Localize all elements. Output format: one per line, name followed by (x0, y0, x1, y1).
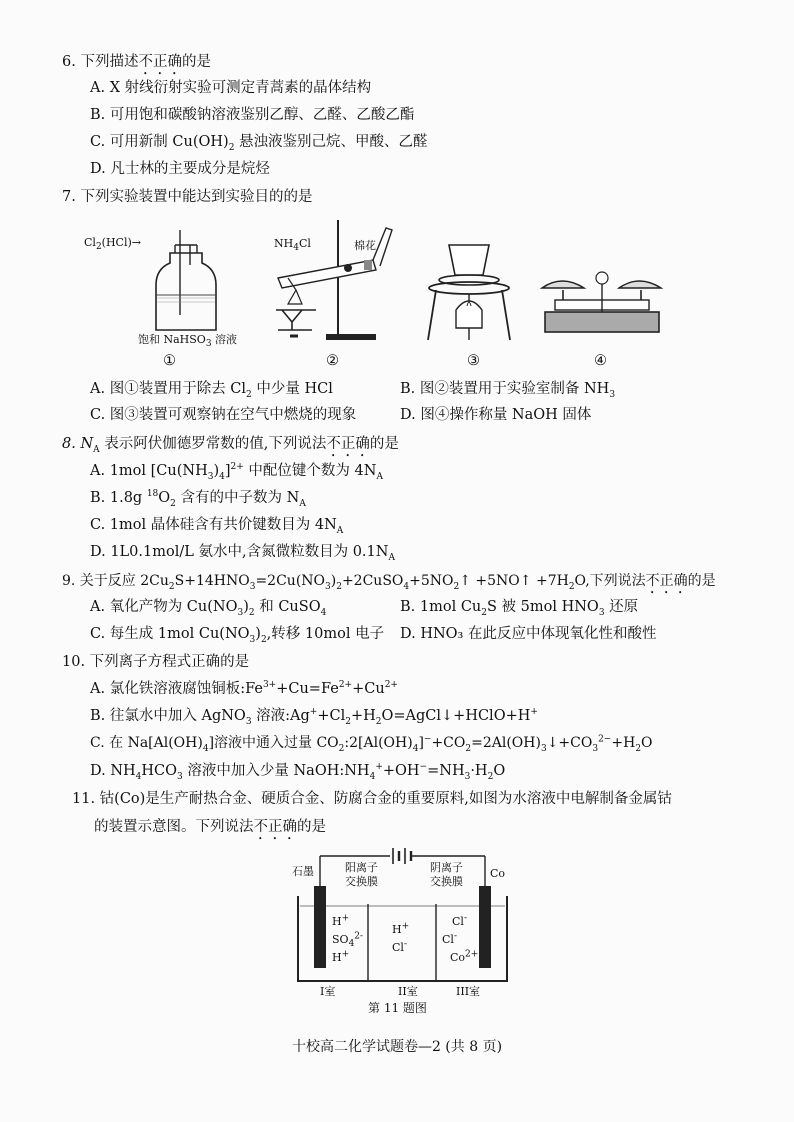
fig4-balance (537, 268, 667, 338)
fig1-gas-label: $Cl_2(HCl)\to$ (84, 236, 141, 253)
q8-option-b: B. 1.8g $^{18}O_2$ 含有的中子数为 $N_A$ (90, 489, 306, 509)
anion-membrane-label-2: 交换膜 (430, 875, 463, 888)
room1-ion-so4: $SO_4^{2-}$ (332, 931, 364, 950)
room3-ion-cl-2: Cl- (442, 931, 457, 946)
q7-option-a: A. 图①装置用于除去 $Cl_2$ 中少量 HCl (90, 381, 333, 400)
q9-option-d: D. HNO₃ 在此反应中体现氧化性和酸性 (400, 626, 657, 642)
fig2-heating-apparatus (268, 218, 398, 343)
q10-option-d: D. $NH_4HCO_3$ 溶液中加入少量 $NaOH:NH_4^++OH^-=NH_3\cdot H_2O$ (90, 762, 506, 782)
anion-membrane-label-1: 阴离子 (430, 861, 463, 874)
electrolysis-cell-figure (290, 846, 515, 991)
q6-option-d: D. 凡士林的主要成分是烷烃 (90, 161, 270, 177)
fig1-solution-label: 饱和 NaHSO$_3$ 溶液 (138, 333, 238, 350)
q9-option-c: C. 每生成 1mol $Cu(NO_3)_2$,转移 10mol 电子 (90, 626, 385, 645)
room1-ion-h-2: H+ (332, 949, 350, 964)
q6-option-a: A. X 射线衍射实验可测定青蒿素的晶体结构 (90, 80, 372, 96)
q6-stem: 6. 下列描述不正确的是 (62, 54, 211, 70)
fig3-number: ③ (467, 353, 480, 369)
q7-stem: 7. 下列实验装置中能达到实验目的的是 (62, 189, 313, 205)
q8-option-d: D. 1L0.1mol/L 氨水中,含氮微粒数目为 $0.1N_A$ (90, 544, 395, 563)
q9-option-a: A. 氧化产物为 $Cu(NO_3)_2$ 和 CuSO$_4$ (90, 599, 327, 618)
room2-ion-cl: Cl- (392, 939, 407, 954)
fig2-cotton-label: 棉花 (354, 239, 376, 252)
room2-label: II室 (398, 985, 418, 998)
room2-ion-h: H+ (392, 921, 410, 936)
q6-option-c: C. 可用新制 $Cu(OH)_2$ 悬浊液鉴别己烷、甲酸、乙醛 (90, 134, 428, 153)
cation-membrane-label-1: 阳离子 (345, 861, 378, 874)
q10-option-c: C. 在 $Na[Al(OH)_4]$溶液中通入过量 $CO_2:2[Al(OH)_4]^-+CO_2=2Al(OH)_3↓+CO_3^{2-}+H_2O$ (90, 734, 653, 754)
q6-option-b: B. 可用饱和碳酸钠溶液鉴别乙醇、乙醛、乙酸乙酯 (90, 107, 415, 123)
q10-stem: 10. 下列离子方程式正确的是 (62, 654, 250, 670)
q11-stem-line2: 的装置示意图。下列说法不正确的是 (94, 819, 326, 835)
figure-caption: 第 11 题图 (368, 1001, 427, 1015)
fig2-reagent-label: $NH_4Cl$ (274, 237, 311, 254)
q10-option-b: B. 往氯水中加入 AgNO$_3$ 溶液$:Ag^++Cl_2+H_2O=AgCl↓+HClO+H^+$ (90, 707, 538, 727)
q8-stem: 8. $N_A$ 表示阿伏伽德罗常数的值,下列说法不正确的是 (62, 436, 399, 455)
fig1-number: ① (163, 353, 176, 369)
room1-label: I室 (320, 985, 336, 998)
q9-option-b: B. 1mol $Cu_2S$ 被 5mol $HNO_3$ 还原 (400, 599, 639, 618)
q10-option-a: A. 氯化铁溶液腐蚀铜板$:Fe^{3+}+Cu=Fe^{2+}+Cu^{2+}$ (90, 680, 398, 697)
room3-label: III室 (456, 985, 481, 998)
fig4-number: ④ (594, 353, 607, 369)
q7-option-b: B. 图②装置用于实验室制备 $NH_3$ (400, 381, 616, 400)
cation-membrane-label-2: 交换膜 (345, 875, 378, 888)
room1-ion-h-1: H+ (332, 913, 350, 928)
fig3-crucible-apparatus (424, 240, 514, 345)
room3-ion-cl-1: Cl- (452, 913, 467, 928)
q11-stem-line1: 11. 钴(Co)是生产耐热合金、硬质合金、防腐合金的重要原料,如图为水溶液中电解制备金属钴 (72, 791, 672, 807)
q8-option-c: C. 1mol 晶体硅含有共价键数目为 $4N_A$ (90, 517, 344, 536)
q7-option-d: D. 图④操作称量 NaOH 固体 (400, 407, 592, 423)
q8-option-a: A. 1mol $[Cu(NH_3)_4]^{2+}$ 中配位键个数为 $4N_A$ (90, 462, 383, 482)
room3-ion-co: $Co^{2+}$ (450, 949, 479, 964)
fig2-number: ② (326, 353, 339, 369)
cobalt-electrode-label: Co (490, 867, 506, 880)
page-footer: 十校高二化学试题卷—2 (共 8 页) (291, 1039, 503, 1055)
q7-option-c: C. 图③装置可观察钠在空气中燃烧的现象 (90, 407, 357, 423)
graphite-label: 石墨 (292, 865, 314, 878)
q9-stem: 9. 关于反应 $2Cu_2S+14HNO_3=2Cu(NO_3)_2+2CuSO_4+5NO_2↑$ +5NO↑ $+7H_2O$,下列说法不正确的是 (62, 573, 716, 592)
fig1-washing-bottle (140, 230, 230, 340)
